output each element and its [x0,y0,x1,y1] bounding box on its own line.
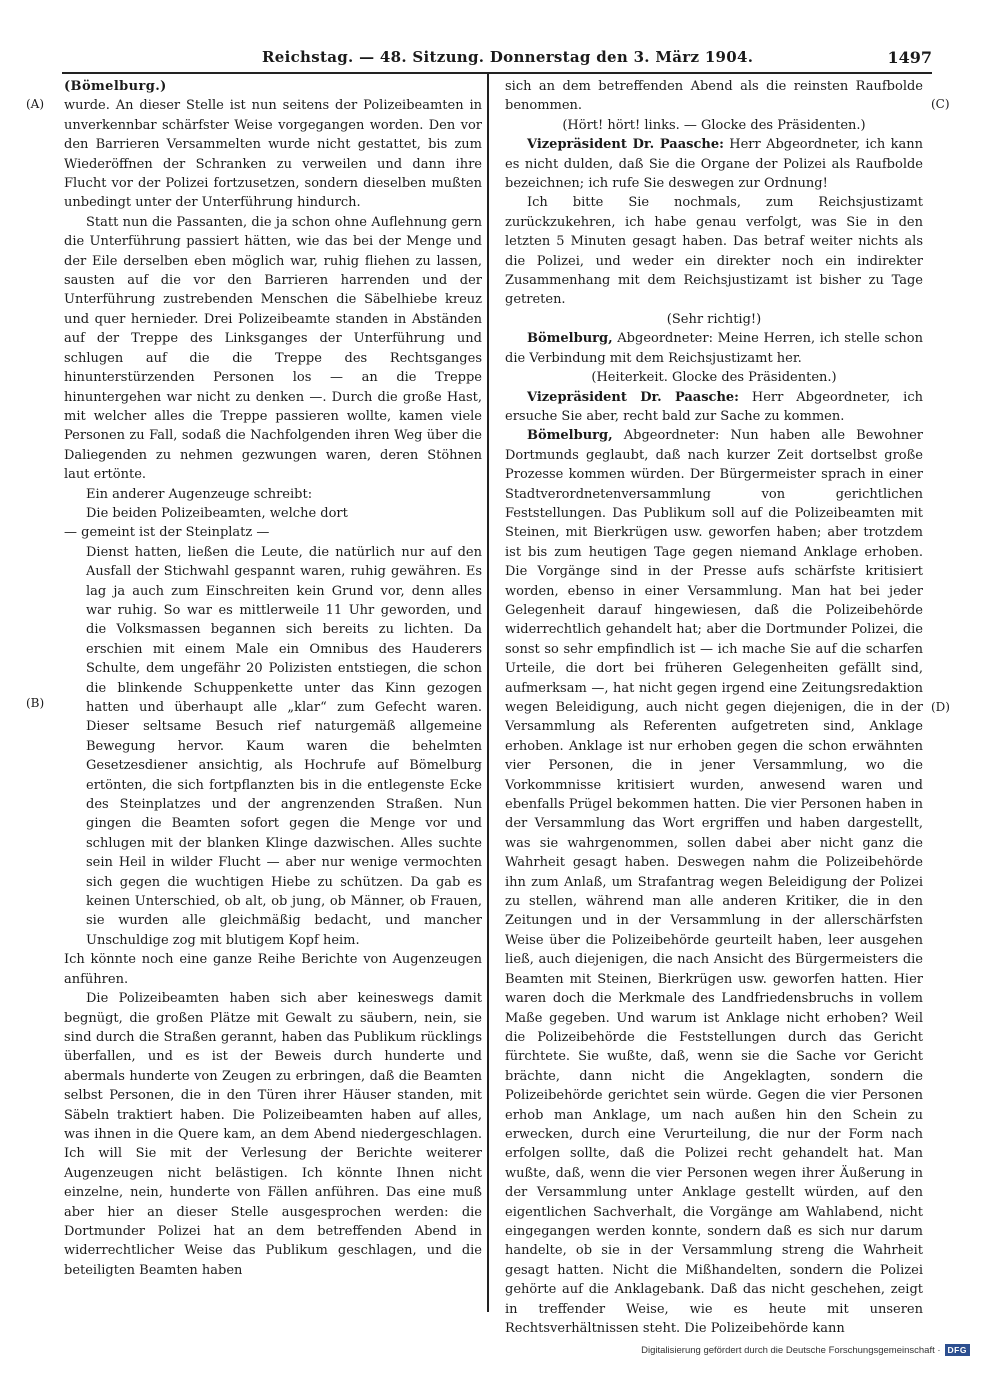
quote-aside: — gemeint ist der Steinplatz — [64,525,270,541]
digitization-credit [641,1344,970,1356]
paragraph: Bömelburg, Abgeordneter: Meine Herren, ich stelle schon die Verbindung mit dem Reichsjustizamt her. [505,331,923,366]
interjection: (Heiterkeit. Glocke des Präsidenten.) [591,370,837,386]
speaker-name: Vizepräsident Dr. Paasche: [527,389,739,405]
right-column [505,77,923,1336]
speaker-name: Bömelburg, [527,428,613,444]
margin-marker-b: (B) [26,696,45,710]
left-column [64,77,482,1307]
credit-text: Digitalisierung gefördert durch die Deutsche Forschungsgemeinschaft · [641,1344,941,1356]
dfg-logo-icon: DFG [945,1344,970,1356]
margin-marker-c: (C) [931,97,950,111]
speaker-name: Vizepräsident Dr. Paasche: [527,137,724,153]
paragraph: sich an dem betreffenden Abend als die reinsten Raufbolde benommen. [505,79,923,114]
speaker-name: Bömelburg, [527,331,613,347]
paragraph: Statt nun die Passanten, die ja schon ohne Auflehnung gern die Unterführung passiert hätten, wie das bei der Menge und der Eile derselben eben möglich war, ruhig fliehen zu lassen, sausten auf die vor den Barrieren harrenden und der Unterführung zustrebenden Menschen die Säbelhiebe kreuz und quer hernieder. Drei Polizeibeamte standen in Abständen auf der Treppe des Linksganges der Unterführung und schlugen auf die die Treppe des Rechtsganges hinunterstürzenden Personen los — an die Treppe hinuntergehen war nicht zu denken —. Durch die große Hast, mit welcher alles die Treppe passieren wollte, kamen viele Personen zu Fall, sodaß die Nachfolgenden ihren Weg über die Daliegenden zu nehmen gezwungen waren, deren Stöhnen laut ertönte. [64,214,482,483]
interjection: (Sehr richtig!) [666,311,762,327]
running-head: Reichstag. — 48. Sitzung. Donnerstag den 3. März 1904. [262,48,754,66]
page-number: 1497 [887,48,932,67]
paragraph: Ich bitte Sie nochmals, zum Reichsjustizamt zurückzukehren, ich habe genau verfolgt, was Sie in den letzten 5 Minuten gesagt haben. Das betraf weiter nichts als die Polizei, und weder ein direkter noch ein indirekter Zusammenhang mit dem Reichsjustizamt ist bisher zu Tage getreten. [505,195,923,308]
speaker-reference: (Bömelburg.) [64,79,167,94]
paragraph: Bömelburg, Abgeordneter: Nun haben alle Bewohner Dortmunds geglaubt, daß nach kurzer Zeit dortselbst große Prozesse kommen würden. Der Bürgermeister sprach in einer Stadtverordnetenversammlung von gerichtlichen Feststellungen. Das Publikum soll auf die Polizeibeamten mit Steinen, mit Bierkrügen usw. geworfen haben; aber trotzdem ist bis zum heutigen Tage gegen niemand Anklage erhoben. Die Vorgänge sind in der Presse aufs schärfste kritisiert worden, ebenso in einer Versammlung. Man hat bei jeder Gelegenheit darauf hingewiesen, daß die Polizeibehörde widerrechtlich gehandelt hat; aber die Dortmunder Polizei, die sonst so sehr empfindlich ist — ich mache Sie auf die scharfen Urteile, die dort bei früheren Gelegenheiten gefällt sind, aufmerksam —, hat nicht gegen irgend eine Zeitungsredaktion wegen Beleidigung, auch nicht gegen diejenigen, die in der Versammlung als Referenten aufgetreten sind, Anklage erhoben. Anklage ist nur erhoben gegen die schon erwähnten vier Personen, die in jener Versammlung, wo die Vorkommnisse kritisiert wurden, anwesend waren und ebenfalls Prügel bekommen hatten. Die vier Personen haben in der Versammlung das Wort ergriffen und haben dargestellt, was sie wahrgenommen, sollen dabei aber nicht ganz die Wahrheit gesagt haben. Deswegen nahm die Polizeibehörde ihn zum Anlaß, um Strafantrag wegen Beleidigung der Polizei zu stellen, während man alle anderen Kritiker, die in den Zeitungen und in der Versammlung in der allerschärfsten Weise über die Polizeibehörde geurteilt haben, leer ausgehen ließ, auch diejenigen, die nach Ansicht des Bürgermeisters die Beamten mit Steinen, Bierkrügen usw. geworfen hatten. Hier waren doch die Merkmale des Landfriedensbruchs in vollem Maße gegeben. Und warum ist Anklage nicht erhoben? Weil die Polizeibehörde die Feststellungen durch das Gericht fürchtete. Sie wußte, daß, wenn sie die Sache vor Gericht brächte, dann nicht die Angeklagten, sondern die Polizeibehörde gerichtet sein würde. Gegen die vier Personen erhob man Anklage, um nach außen hin den Schein zu erwecken, durch eine Verurteilung, die nur der Form nach erfolgen sollte, daß die Polizei recht gehandelt hat. Man wußte, daß, wenn die vier Personen wegen ihrer Äußerung in der Versammlung unter Anklage gestellt würden, auf den eigentlichen Sachverhalt, die Vorgänge am Wahlabend, nicht eingegangen werden konnte, sondern daß es sich nur darum handelte, ob sie in der Versammlung streng die Wahrheit gesagt hatten. Nicht die Mißhandelten, sondern die Polizei gehörte auf die Anklagebank. Daß das nicht geschehen, zeigt in treffender Weise, wie es heute mit unseren Rechtsverhältnissen steht. Die Polizeibehörde kann [505,428,923,1336]
quote-line: Die beiden Polizeibeamten, welche dort [86,505,348,521]
margin-marker-d: (D) [931,700,950,714]
header-rule [62,72,932,74]
quote-paragraph: Dienst hatten, ließen die Leute, die natürlich nur auf den Ausfall der Stichwahl gespannt waren, ruhig gewähren. Es lag ja auch zum Einschreiten kein Grund vor, denn alles war ruhig. So war es mittlerweile 11 Uhr geworden, und die Volksmassen begannen sich bereits zu lichten. Da erschien mit einem Male ein Omnibus des Hauderers Schulte, dem ungefähr 20 Polizisten entstiegen, die schon die blinkende Schuppenkette unter das Kinn gezogen hatten und überhaupt alle „klar“ zum Gefecht waren. Dieser seltsame Besuch rief naturgemäß allgemeine Bewegung hervor. Kaum waren die behelmten Gesetzesdiener ansichtig, als Hochrufe auf Bömelburg ertönten, die sich fortpflanzten bis in die entlegenste Ecke des Steinplatzes und der angrenzenden Straßen. Nun gingen die Beamten sofort gegen die Menge vor und schlugen mit der blanken Klinge dazwischen. Alles suchte sein Heil in wilder Flucht — aber nur wenige vermochten sich gegen die wuchtigen Hiebe zu schützen. Da gab es keinen Unterschied, ob alt, ob jung, ob Männer, ob Frauen, sie wurden alle gleichmäßig bedacht, und mancher Unschuldige zog mit blutigem Kopf heim. [86,544,482,948]
interjection: (Hört! hört! links. — Glocke des Präsidenten.) [562,117,866,133]
column-divider [487,72,489,1312]
paragraph: Vizepräsident Dr. Paasche: Herr Abgeordneter, ich kann es nicht dulden, daß Sie die Organe der Polizei als Raufbolde bezeichnen; ich rufe Sie deswegen zur Ordnung! [505,137,923,192]
paragraph: Ein anderer Augenzeuge schreibt: [86,486,313,502]
paragraph: wurde. An dieser Stelle ist nun seitens der Polizeibeamten in unverkennbar schärfster Weise vorgegangen worden. Den vor den Barrieren Versammelten wurde nicht gestattet, bis zum Wiederöffnen der Schranken zu verweilen und dann ihre Flucht vor der Polizei fortzusetzen, sondern dieselben mußten unbedingt unter der Unterführung hindurch. [64,98,482,211]
paragraph: Die Polizeibeamten haben sich aber keineswegs damit begnügt, die großen Plätze mit Gewalt zu säubern, nein, sie sind durch die Straßen gerannt, haben das Publikum rücklings überfallen, und es ist der Beweis durch hunderte und abermals hunderte von Zeugen zu erbringen, daß die Beamten selbst Personen, die in den Türen ihrer Häuser standen, mit Säbeln traktiert haben. Die Polizeibeamten haben auf alles, was ihnen in die Quere kam, an dem Abend niedergeschlagen. Ich will Sie mit der Verlesung der Berichte weiterer Augenzeugen nicht belästigen. Ich könnte Ihnen nicht einzelne, nein, hunderte von Fällen anführen. Das eine muß aber hier an dieser Stelle ausgesprochen werden: die Dortmunder Polizei hat an dem betreffenden Abend in widerrechtlicher Weise das Publikum geschlagen, und die beteiligten Beamten haben [64,991,482,1278]
paragraph: Vizepräsident Dr. Paasche: Herr Abgeordneter, ich ersuche Sie aber, recht bald zur Sache zu kommen. [505,389,923,424]
margin-marker-a: (A) [26,97,45,111]
paragraph: Ich könnte noch eine ganze Reihe Berichte von Augenzeugen anführen. [64,952,482,987]
